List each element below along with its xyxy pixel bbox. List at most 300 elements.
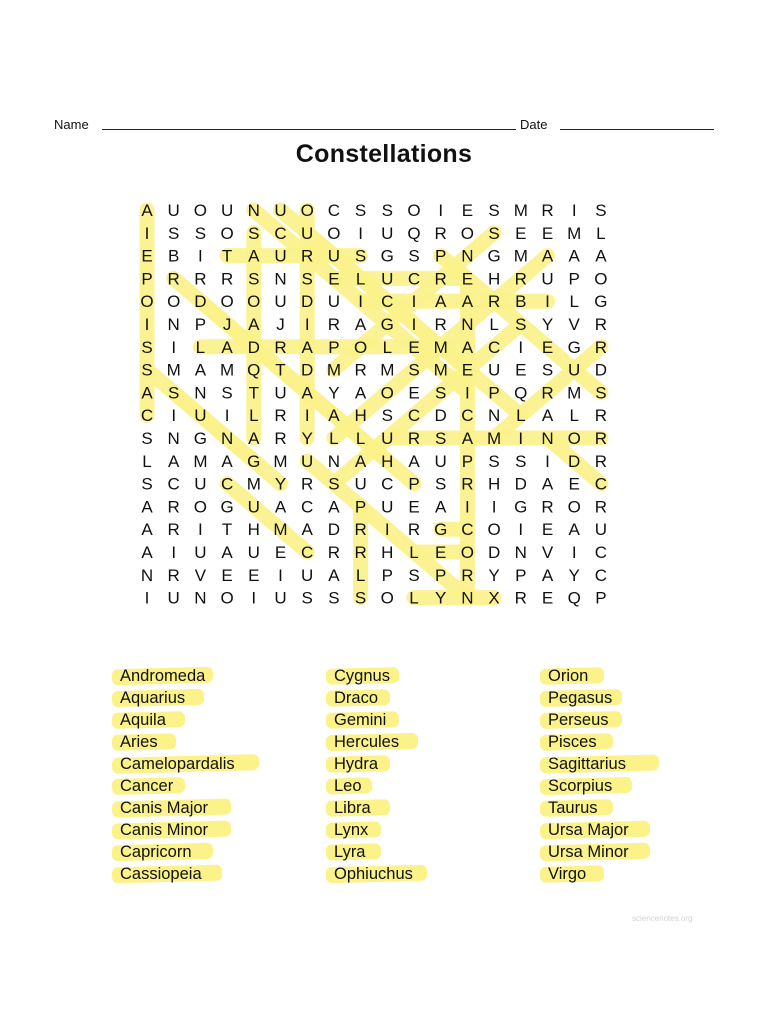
grid-letter[interactable]: U — [301, 565, 314, 585]
grid-letter[interactable]: U — [327, 292, 341, 312]
grid-letter[interactable]: U — [327, 246, 341, 266]
grid-letter[interactable]: D — [327, 520, 341, 540]
grid-letter[interactable]: S — [595, 201, 607, 220]
grid-letter[interactable]: N — [541, 429, 554, 448]
grid-letter[interactable]: A — [408, 451, 420, 471]
grid-letter[interactable]: A — [328, 406, 340, 426]
grid-letter[interactable]: U — [381, 269, 394, 289]
grid-letter[interactable]: M — [246, 474, 261, 494]
grid-letter[interactable]: O — [220, 223, 234, 243]
grid-letter[interactable]: Y — [488, 565, 500, 585]
grid-letter[interactable]: M — [220, 360, 235, 380]
grid-letter[interactable]: L — [355, 269, 366, 289]
grid-letter[interactable]: A — [141, 543, 153, 562]
grid-letter[interactable]: E — [248, 565, 260, 585]
grid-letter[interactable]: N — [194, 383, 207, 403]
grid-letter[interactable]: A — [221, 543, 233, 562]
grid-letter[interactable]: U — [167, 588, 180, 608]
grid-letter[interactable]: R — [167, 497, 180, 517]
grid-letter[interactable]: O — [407, 201, 421, 220]
grid-letter[interactable]: E — [541, 520, 554, 540]
grid-letter[interactable]: S — [168, 383, 180, 403]
grid-letter[interactable]: A — [435, 497, 447, 517]
grid-letter[interactable]: S — [141, 337, 153, 357]
grid-letter[interactable]: U — [381, 223, 394, 243]
grid-letter[interactable]: A — [568, 246, 580, 266]
grid-letter[interactable]: I — [411, 315, 417, 334]
grid-letter[interactable]: A — [435, 292, 447, 312]
grid-letter[interactable]: I — [465, 497, 470, 517]
grid-letter[interactable]: A — [541, 406, 554, 426]
grid-letter[interactable]: O — [353, 337, 368, 357]
grid-letter[interactable]: O — [140, 292, 154, 312]
grid-letter[interactable]: B — [515, 292, 527, 312]
grid-letter[interactable]: H — [381, 451, 394, 471]
grid-letter[interactable]: R — [354, 520, 367, 540]
grid-letter[interactable]: E — [435, 543, 447, 562]
grid-letter[interactable]: P — [435, 246, 447, 266]
grid-letter[interactable]: R — [594, 337, 608, 357]
grid-letter[interactable]: A — [568, 520, 580, 540]
grid-letter[interactable]: L — [569, 406, 579, 426]
grid-letter[interactable]: R — [461, 565, 474, 585]
grid-letter[interactable]: E — [541, 588, 554, 608]
grid-letter[interactable]: R — [327, 543, 341, 562]
grid-letter[interactable]: A — [168, 451, 180, 471]
grid-letter[interactable]: R — [541, 383, 554, 403]
grid-letter[interactable]: E — [221, 565, 233, 585]
grid-letter[interactable]: P — [328, 337, 340, 357]
grid-letter[interactable]: Y — [568, 565, 580, 585]
grid-letter[interactable]: R — [274, 337, 287, 357]
grid-letter[interactable]: U — [194, 474, 207, 494]
grid-letter[interactable]: O — [594, 269, 608, 289]
grid-letter[interactable]: N — [194, 588, 207, 608]
grid-letter[interactable]: S — [381, 201, 393, 220]
grid-letter[interactable]: A — [301, 520, 313, 540]
grid-letter[interactable]: R — [461, 474, 474, 494]
grid-letter[interactable]: M — [380, 360, 395, 380]
grid-letter[interactable]: G — [193, 429, 208, 448]
grid-letter[interactable]: M — [273, 520, 288, 540]
grid-letter[interactable]: E — [274, 543, 287, 562]
grid-letter[interactable]: E — [328, 269, 340, 289]
grid-letter[interactable]: H — [247, 520, 260, 540]
grid-letter[interactable]: T — [221, 520, 233, 540]
grid-letter[interactable]: R — [274, 429, 287, 448]
grid-letter[interactable]: P — [194, 315, 207, 334]
grid-letter[interactable]: D — [301, 360, 314, 380]
grid-letter[interactable]: U — [194, 543, 207, 562]
grid-letter[interactable]: J — [276, 315, 285, 334]
grid-letter[interactable]: C — [220, 474, 234, 494]
grid-letter[interactable]: S — [488, 201, 500, 220]
grid-letter[interactable]: U — [568, 360, 581, 380]
grid-letter[interactable]: S — [541, 360, 554, 380]
grid-letter[interactable]: I — [224, 406, 230, 426]
grid-letter[interactable]: S — [194, 223, 207, 243]
grid-letter[interactable]: E — [408, 497, 420, 517]
grid-letter[interactable]: U — [274, 383, 287, 403]
grid-letter[interactable]: I — [144, 315, 150, 334]
grid-letter[interactable]: I — [518, 429, 524, 448]
grid-letter[interactable]: A — [461, 429, 474, 448]
grid-letter[interactable]: H — [487, 474, 501, 494]
grid-letter[interactable]: Q — [407, 223, 421, 243]
grid-letter[interactable]: A — [248, 246, 260, 266]
grid-letter[interactable]: S — [488, 223, 500, 243]
grid-letter[interactable]: E — [568, 474, 580, 494]
grid-letter[interactable]: T — [275, 360, 286, 380]
grid-letter[interactable]: H — [354, 406, 367, 426]
grid-letter[interactable]: S — [435, 383, 447, 403]
grid-letter[interactable]: S — [354, 246, 367, 266]
grid-letter[interactable]: A — [248, 429, 260, 448]
grid-letter[interactable]: O — [220, 588, 234, 608]
grid-letter[interactable]: U — [434, 451, 447, 471]
grid-letter[interactable]: R — [541, 201, 554, 220]
grid-letter[interactable]: U — [487, 360, 501, 380]
grid-letter[interactable]: U — [354, 474, 367, 494]
grid-letter[interactable]: C — [594, 543, 608, 562]
grid-letter[interactable]: M — [326, 360, 341, 380]
grid-letter[interactable]: P — [461, 451, 474, 471]
grid-letter[interactable]: M — [193, 451, 208, 471]
grid-letter[interactable]: M — [567, 223, 582, 243]
grid-letter[interactable]: S — [141, 429, 153, 448]
grid-letter[interactable]: U — [541, 269, 554, 289]
grid-letter[interactable]: R — [514, 588, 527, 608]
grid-letter[interactable]: Q — [567, 588, 581, 608]
grid-letter[interactable]: R — [327, 315, 341, 334]
grid-letter[interactable]: I — [384, 520, 390, 540]
grid-letter[interactable]: G — [514, 497, 528, 517]
grid-letter[interactable]: P — [568, 269, 580, 289]
grid-letter[interactable]: R — [194, 269, 207, 289]
grid-letter[interactable]: L — [409, 543, 419, 562]
grid-letter[interactable]: E — [141, 246, 153, 266]
grid-letter[interactable]: C — [301, 543, 314, 562]
grid-letter[interactable]: M — [166, 360, 181, 380]
grid-letter[interactable]: O — [247, 292, 261, 312]
grid-letter[interactable]: S — [248, 269, 260, 289]
grid-letter[interactable]: R — [220, 269, 234, 289]
grid-letter[interactable]: N — [461, 588, 474, 608]
grid-letter[interactable]: I — [144, 588, 150, 608]
grid-letter[interactable]: P — [515, 565, 527, 585]
grid-letter[interactable]: S — [515, 315, 527, 334]
grid-letter[interactable]: O — [567, 429, 581, 448]
grid-letter[interactable]: M — [567, 383, 582, 403]
grid-letter[interactable]: R — [301, 474, 314, 494]
grid-letter[interactable]: N — [220, 429, 234, 448]
grid-letter[interactable]: U — [381, 429, 394, 448]
grid-letter[interactable]: A — [541, 565, 554, 585]
grid-letter[interactable]: O — [460, 543, 475, 562]
grid-letter[interactable]: I — [198, 520, 203, 540]
grid-letter[interactable]: E — [541, 337, 554, 357]
grid-letter[interactable]: R — [594, 406, 608, 426]
grid-letter[interactable]: O — [220, 292, 234, 312]
grid-letter[interactable]: U — [274, 201, 287, 220]
grid-letter[interactable]: S — [328, 588, 340, 608]
grid-letter[interactable]: O — [193, 497, 208, 517]
grid-letter[interactable]: R — [354, 543, 367, 562]
grid-letter[interactable]: Y — [541, 315, 554, 334]
grid-letter[interactable]: S — [354, 588, 367, 608]
grid-letter[interactable]: M — [487, 429, 502, 448]
grid-letter[interactable]: R — [301, 246, 314, 266]
grid-letter[interactable]: O — [567, 497, 581, 517]
grid-letter[interactable]: U — [301, 223, 314, 243]
grid-letter[interactable]: M — [513, 201, 528, 220]
grid-letter[interactable]: C — [140, 406, 154, 426]
grid-letter[interactable]: G — [487, 246, 501, 266]
grid-letter[interactable]: N — [274, 269, 287, 289]
grid-letter[interactable]: U — [247, 497, 260, 517]
grid-letter[interactable]: C — [461, 520, 474, 540]
grid-letter[interactable]: A — [354, 451, 367, 471]
grid-letter[interactable]: U — [274, 292, 287, 312]
grid-letter[interactable]: O — [300, 201, 314, 220]
grid-letter[interactable]: C — [301, 497, 314, 517]
grid-letter[interactable]: D — [301, 292, 314, 312]
grid-letter[interactable]: A — [461, 292, 474, 312]
grid-letter[interactable]: Y — [274, 474, 287, 494]
grid-letter[interactable]: N — [327, 451, 341, 471]
grid-letter[interactable]: N — [167, 315, 180, 334]
grid-letter[interactable]: H — [381, 543, 394, 562]
grid-letter[interactable]: S — [248, 223, 260, 243]
grid-letter[interactable]: I — [571, 201, 577, 220]
grid-letter[interactable]: I — [571, 543, 577, 562]
grid-letter[interactable]: I — [171, 406, 177, 426]
grid-letter[interactable]: I — [518, 520, 524, 540]
grid-letter[interactable]: I — [278, 565, 283, 585]
grid-letter[interactable]: O — [487, 520, 501, 540]
grid-letter[interactable]: M — [273, 451, 288, 471]
grid-letter[interactable]: E — [515, 223, 527, 243]
grid-letter[interactable]: D — [568, 451, 581, 471]
grid-letter[interactable]: E — [461, 201, 474, 220]
grid-letter[interactable]: R — [594, 497, 608, 517]
grid-letter[interactable]: R — [594, 451, 608, 471]
grid-letter[interactable]: Y — [301, 429, 313, 448]
grid-letter[interactable]: V — [194, 565, 207, 585]
grid-letter[interactable]: I — [358, 223, 363, 243]
grid-letter[interactable]: N — [247, 201, 260, 220]
grid-letter[interactable]: Q — [247, 360, 261, 380]
grid-letter[interactable]: G — [380, 315, 394, 334]
grid-letter[interactable]: R — [541, 497, 554, 517]
grid-letter[interactable]: E — [408, 383, 420, 403]
grid-letter[interactable]: T — [221, 246, 233, 266]
grid-letter[interactable]: V — [568, 315, 580, 334]
grid-letter[interactable]: S — [328, 474, 340, 494]
grid-letter[interactable]: O — [460, 223, 475, 243]
grid-letter[interactable]: S — [141, 474, 153, 494]
grid-letter[interactable]: G — [247, 451, 261, 471]
grid-letter[interactable]: I — [304, 315, 310, 334]
grid-letter[interactable]: I — [144, 223, 150, 243]
grid-letter[interactable]: U — [194, 406, 207, 426]
grid-letter[interactable]: R — [514, 269, 527, 289]
grid-letter[interactable]: D — [247, 337, 260, 357]
grid-letter[interactable]: C — [594, 474, 608, 494]
grid-letter[interactable]: R — [434, 223, 447, 243]
grid-letter[interactable]: L — [596, 223, 606, 243]
grid-letter[interactable]: I — [304, 406, 310, 426]
grid-letter[interactable]: U — [274, 246, 287, 266]
grid-letter[interactable]: P — [381, 565, 393, 585]
grid-letter[interactable]: C — [327, 201, 341, 220]
grid-letter[interactable]: S — [168, 223, 180, 243]
grid-letter[interactable]: E — [461, 269, 474, 289]
grid-letter[interactable]: A — [221, 451, 233, 471]
grid-letter[interactable]: I — [545, 451, 550, 471]
grid-letter[interactable]: A — [541, 474, 554, 494]
grid-letter[interactable]: R — [434, 269, 447, 289]
grid-letter[interactable]: R — [167, 269, 180, 289]
grid-letter[interactable]: L — [329, 429, 339, 448]
grid-letter[interactable]: U — [220, 201, 234, 220]
grid-letter[interactable]: R — [407, 520, 421, 540]
grid-letter[interactable]: M — [433, 360, 448, 380]
grid-letter[interactable]: U — [274, 588, 287, 608]
grid-letter[interactable]: E — [541, 223, 554, 243]
grid-letter[interactable]: L — [142, 451, 152, 471]
grid-letter[interactable]: D — [594, 360, 608, 380]
grid-letter[interactable]: C — [381, 292, 394, 312]
grid-letter[interactable]: S — [354, 201, 367, 220]
grid-letter[interactable]: I — [358, 292, 363, 312]
grid-letter[interactable]: L — [195, 337, 206, 357]
grid-letter[interactable]: P — [354, 497, 367, 517]
grid-letter[interactable]: U — [594, 520, 608, 540]
grid-letter[interactable]: J — [222, 315, 232, 334]
grid-letter[interactable]: Y — [328, 383, 340, 403]
grid-letter[interactable]: P — [408, 474, 420, 494]
grid-letter[interactable]: S — [515, 451, 527, 471]
grid-letter[interactable]: Q — [514, 383, 528, 403]
grid-letter[interactable]: E — [515, 360, 527, 380]
grid-letter[interactable]: S — [408, 360, 420, 380]
grid-letter[interactable]: R — [167, 520, 180, 540]
grid-letter[interactable]: A — [141, 201, 153, 220]
grid-letter[interactable]: S — [141, 360, 153, 380]
grid-letter[interactable]: U — [247, 543, 260, 562]
grid-letter[interactable]: G — [567, 337, 581, 357]
grid-letter[interactable]: C — [407, 406, 421, 426]
grid-letter[interactable]: A — [301, 383, 313, 403]
grid-letter[interactable]: L — [355, 429, 366, 448]
grid-letter[interactable]: L — [409, 588, 419, 608]
grid-letter[interactable]: O — [380, 588, 394, 608]
grid-letter[interactable]: S — [435, 474, 447, 494]
grid-letter[interactable]: N — [461, 246, 474, 266]
grid-letter[interactable]: I — [491, 497, 497, 517]
grid-letter[interactable]: C — [407, 269, 421, 289]
grid-letter[interactable]: R — [167, 565, 180, 585]
grid-letter[interactable]: R — [274, 406, 287, 426]
grid-letter[interactable]: A — [221, 337, 233, 357]
grid-letter[interactable]: R — [354, 360, 367, 380]
grid-letter[interactable]: E — [461, 360, 474, 380]
grid-letter[interactable]: A — [595, 246, 607, 266]
grid-letter[interactable]: A — [328, 565, 340, 585]
grid-letter[interactable]: I — [465, 383, 470, 403]
grid-letter[interactable]: N — [487, 406, 501, 426]
grid-letter[interactable]: A — [541, 246, 554, 266]
grid-letter[interactable]: N — [140, 565, 154, 585]
grid-letter[interactable]: U — [301, 451, 314, 471]
grid-letter[interactable]: L — [355, 565, 366, 585]
grid-letter[interactable]: I — [171, 543, 177, 562]
grid-letter[interactable]: B — [168, 246, 180, 266]
grid-letter[interactable]: C — [594, 565, 608, 585]
grid-letter[interactable]: M — [513, 246, 528, 266]
grid-letter[interactable]: D — [434, 406, 447, 426]
grid-letter[interactable]: A — [354, 383, 367, 403]
grid-letter[interactable]: L — [382, 337, 393, 357]
grid-letter[interactable]: N — [514, 543, 527, 562]
grid-letter[interactable]: S — [301, 588, 313, 608]
grid-letter[interactable]: L — [489, 315, 499, 334]
grid-letter[interactable]: I — [251, 588, 257, 608]
grid-letter[interactable]: C — [487, 337, 501, 357]
grid-letter[interactable]: D — [194, 292, 207, 312]
grid-letter[interactable]: R — [487, 292, 501, 312]
grid-letter[interactable]: A — [141, 497, 153, 517]
grid-letter[interactable]: I — [545, 292, 550, 312]
grid-letter[interactable]: D — [487, 543, 501, 562]
grid-letter[interactable]: G — [220, 497, 234, 517]
grid-letter[interactable]: I — [411, 292, 417, 312]
grid-letter[interactable]: C — [461, 406, 474, 426]
grid-letter[interactable]: D — [514, 474, 527, 494]
grid-letter[interactable]: A — [354, 315, 367, 334]
grid-letter[interactable]: A — [141, 520, 153, 540]
grid-letter[interactable]: A — [194, 360, 207, 380]
grid-letter[interactable]: H — [487, 269, 501, 289]
grid-letter[interactable]: S — [301, 269, 313, 289]
grid-letter[interactable]: R — [434, 315, 447, 334]
grid-letter[interactable]: V — [541, 543, 554, 562]
grid-letter[interactable]: A — [274, 497, 287, 517]
grid-letter[interactable]: S — [381, 406, 393, 426]
grid-letter[interactable]: S — [408, 565, 420, 585]
grid-letter[interactable]: S — [595, 383, 607, 403]
grid-letter[interactable]: C — [381, 474, 394, 494]
grid-letter[interactable]: I — [518, 337, 524, 357]
grid-letter[interactable]: I — [438, 201, 444, 220]
grid-letter[interactable]: A — [461, 337, 474, 357]
grid-letter[interactable]: A — [248, 315, 260, 334]
grid-letter[interactable]: O — [193, 201, 208, 220]
grid-letter[interactable]: O — [327, 223, 341, 243]
grid-letter[interactable]: P — [595, 588, 607, 608]
grid-letter[interactable]: O — [167, 292, 181, 312]
grid-letter[interactable]: G — [594, 292, 608, 312]
grid-letter[interactable]: E — [408, 337, 420, 357]
grid-letter[interactable]: U — [381, 497, 394, 517]
grid-letter[interactable]: S — [408, 246, 420, 266]
grid-letter[interactable]: L — [516, 406, 526, 426]
grid-letter[interactable]: S — [488, 451, 500, 471]
grid-letter[interactable]: A — [301, 337, 313, 357]
grid-letter[interactable]: C — [167, 474, 180, 494]
grid-letter[interactable]: T — [248, 383, 259, 403]
